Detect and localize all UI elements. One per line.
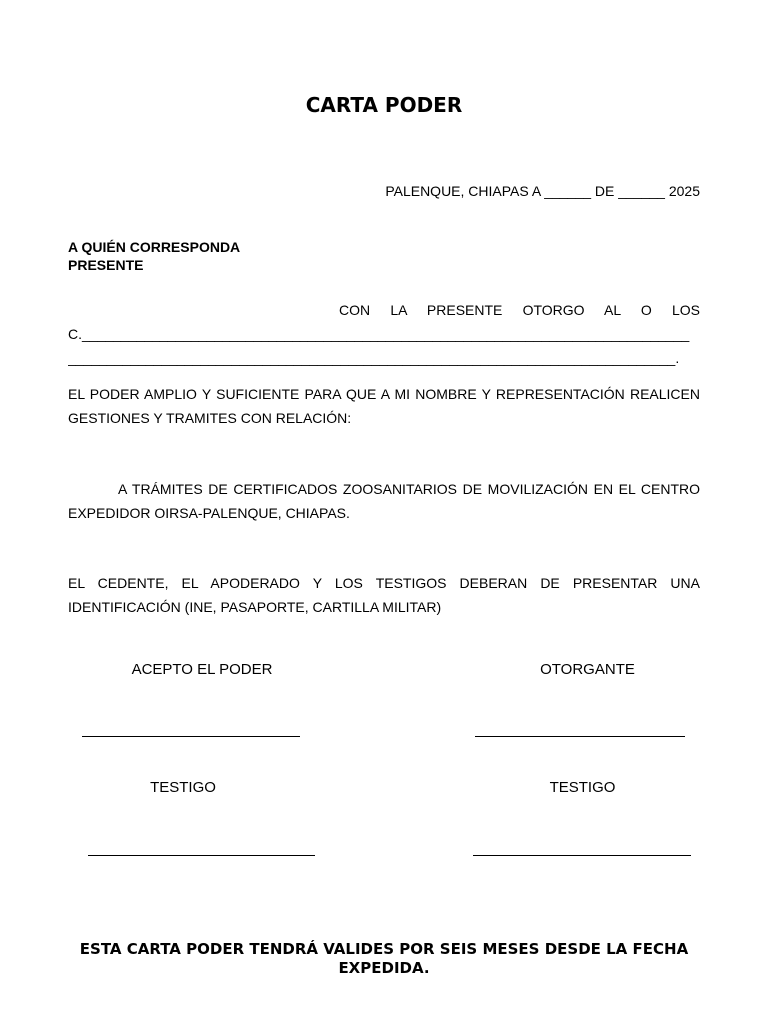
testigo-right-label: TESTIGO: [549, 779, 616, 796]
testigo-left-signature-line: [88, 855, 315, 856]
otorgo-intro: CON LA PRESENTE OTORGO AL O LOS: [339, 302, 700, 318]
presente-line: PRESENTE: [68, 257, 144, 273]
testigo-left-label: TESTIGO: [150, 779, 216, 796]
name-blank-line: C.______________________________________________________________________________: [68, 326, 690, 342]
tramites-paragraph: A TRÁMITES DE CERTIFICADOS ZOOSANITARIOS DE MOVILIZACIÓN EN EL CENTRO EXPEDIDOR OIRSA-PALENQUE, CHIAPAS.: [68, 481, 700, 521]
testigo-right-signature-line: [473, 855, 691, 856]
addressee-line: A QUIÉN CORRESPONDA: [68, 239, 241, 255]
addressee-block: [68, 238, 240, 274]
acepto-label: ACEPTO EL PODER: [131, 661, 273, 678]
date-line: PALENQUE, CHIAPAS A ______ DE ______ 2025: [385, 183, 700, 199]
otorgante-label: OTORGANTE: [540, 661, 635, 678]
otorgante-signature-line: [475, 736, 685, 737]
document-title: CARTA PODER: [305, 93, 463, 117]
validity-notice: ESTA CARTA PODER TENDRÁ VALIDES POR SEIS MESES DESDE LA FECHA EXPEDIDA.: [79, 940, 689, 977]
poder-paragraph: EL PODER AMPLIO Y SUFICIENTE PARA QUE A MI NOMBRE Y REPRESENTACIÓN REALICEN GESTIONES Y TRAMITES CON RELACIÓN:: [68, 386, 700, 426]
cedente-paragraph: EL CEDENTE, EL APODERADO Y LOS TESTIGOS DEBERAN DE PRESENTAR UNA IDENTIFICACIÓN (INE, PASAPORTE, CARTILLA MILITAR): [68, 575, 700, 615]
name-blank-line-continued: ______________________________________________________________________________.: [68, 350, 680, 366]
acepto-signature-line: [82, 736, 300, 737]
otorgo-paragraph: [68, 298, 700, 370]
